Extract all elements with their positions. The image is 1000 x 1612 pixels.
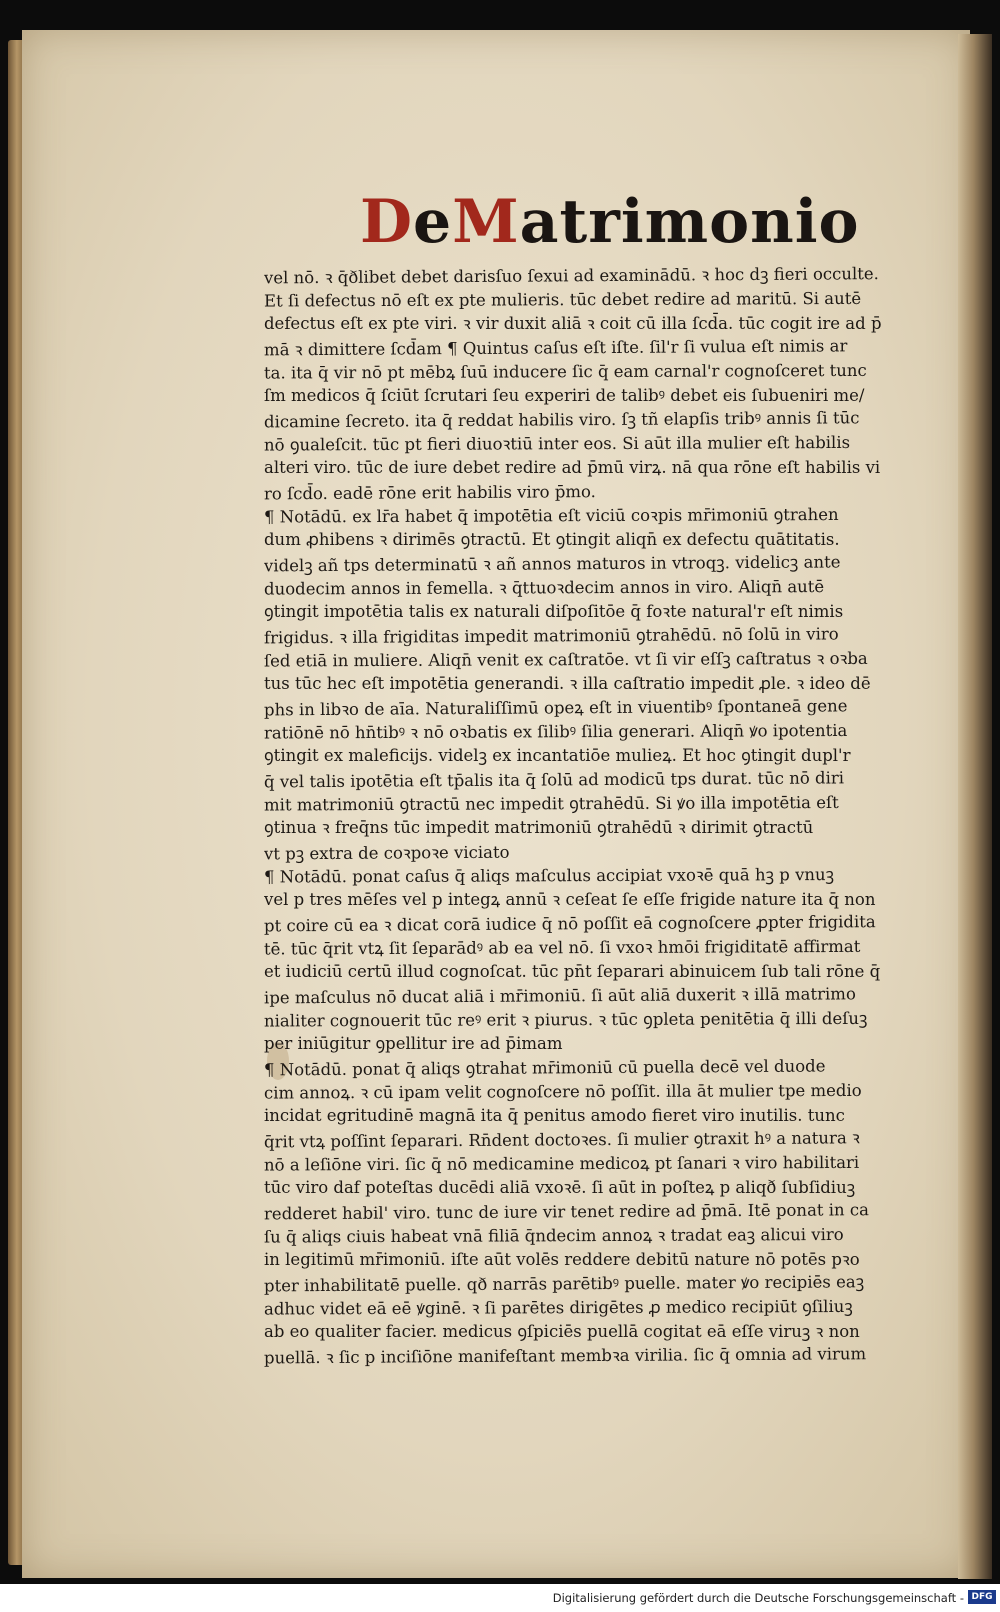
text-line: pt coire cū ea ꝛ dicat corā iudice q̄ nō poſſit eā cognoſcere ꝓpter frigidita bbox=[263, 912, 876, 936]
text-line: alteri viro. tūc de iure debet redire ad p̄mū virꝝ. nā qua rōne eſt habilis vi bbox=[264, 458, 881, 477]
text-line: pter inhabilitatē puelle. qð narrās parētibꝰ puelle. mater ꝟo recipiēs eaꝫ bbox=[263, 1272, 865, 1296]
text-line: q̄ vel talis ipotētia eſt tp̄alis ita q̄ ſolū ad modicū tps durat. tūc nō diri bbox=[263, 768, 845, 792]
text-line: ꝯtinua ꝛ freq̄ns tūc impedit matrimoniū ꝯtrahēdū ꝛ dirimit ꝯtractū bbox=[264, 818, 814, 837]
page-title bbox=[360, 168, 860, 257]
title-rest: atrimonio bbox=[519, 187, 860, 257]
text-line: ꝯtingit ex maleficijs. videlꝫ ex incantatiōe mulieꝝ. Et hoc ꝯtingit dupl'r bbox=[264, 746, 851, 765]
text-line: ro ſcd̄o. eadē rōne erit habilis viro p̄mo. bbox=[263, 482, 596, 504]
text-line: ratiōnē nō hn̄tibꝰ ꝛ nō oꝛbatis ex ſilibꝰ ſilia generari. Aliqn̄ ꝟo ipotentia bbox=[263, 720, 848, 743]
text-line: puellā. ꝛ ſic p inciſiōne manifeſtant membꝛa virilia. ſic q̄ omnia ad virum bbox=[263, 1344, 867, 1368]
text-line: et iudiciū certū illud cognoſcat. tūc pn̄t ſeparari abinuicem ſub tali rōne q̄ bbox=[264, 962, 881, 981]
text-line: per iniūgitur ꝯpellitur ire ad p̄imam bbox=[264, 1034, 563, 1053]
text-line: Et ſi defectus nō eſt ex pte mulieris. tūc debet redire ad maritū. Si autē bbox=[263, 288, 862, 311]
text-line: vt pꝫ extra de coꝛpoꝛe viciato bbox=[263, 842, 510, 864]
text-line: incidat egritudinē magnā ita q̄ penitus amodo fieret viro inutilis. tunc bbox=[264, 1106, 845, 1125]
text-line: nialiter cognouerit tūc reꝰ erit ꝛ piurus. ꝛ tūc ꝯpleta penitētia q̄ illi deſuꝫ bbox=[263, 1008, 868, 1031]
funding-note: Digitalisierung gefördert durch die Deutsche Forschungsgemeinschaft - bbox=[552, 1591, 964, 1605]
title-initial-d: D bbox=[360, 187, 414, 257]
text-line: ta. ita q̄ vir nō pt mēbꝝ ſuū inducere ſic q̄ eam carnal'r cognoſceret tunc bbox=[263, 360, 867, 383]
text-line: ¶ Notādū. ex lr̄a habet q̄ impotētia eſt viciū coꝛpis mr̄imoniū ꝯtrahen bbox=[263, 504, 839, 527]
text-line: tūc viro daf poteſtas ducēdi aliā vxoꝛē. ſi aūt in poſteꝝ p aliqð ſubſidiuꝫ bbox=[264, 1178, 856, 1197]
text-line: nō ꝯualeſcit. tūc pt fieri diuoꝛtiū inter eos. Si aūt illa mulier eſt habilis bbox=[263, 432, 851, 455]
text-line: q̄rit vtꝝ poſſint ſeparari. Rn̄dent doctoꝛes. ſi mulier ꝯtraxit hꝰ a natura ꝛ bbox=[263, 1128, 860, 1152]
text-line: redderet habil' viro. tunc de iure vir tenet redire ad p̄mā. Itē ponat in ca bbox=[263, 1200, 870, 1224]
text-line: nō a leſiōne viri. ſic q̄ nō medicamine medicoꝝ pt ſanari ꝛ viro habilitari bbox=[263, 1152, 860, 1175]
dfg-logo: DFG bbox=[968, 1590, 996, 1604]
text-line: vel p tres mēſes vel p integꝝ annū ꝛ ceſeat ſe eſſe frigide nature ita q̄ non bbox=[264, 890, 876, 909]
text-line: dicamine ſecreto. ita q̄ reddat habilis viro. ſꝫ tñ elapſis tribꝰ annis ſi tūc bbox=[263, 408, 860, 432]
text-line: adhuc videt eā eē ꝟginē. ꝛ ſi parētes dirigētes ꝓ medico recipiūt ꝯſiliuꝫ bbox=[263, 1296, 853, 1319]
text-line: defectus eſt ex pte viri. ꝛ vir duxit aliā ꝛ coit cū illa ſcd̄a. tūc cogit ire ad p̄ bbox=[264, 314, 882, 333]
footer-bar bbox=[0, 1584, 1000, 1612]
text-line: mā ꝛ dimittere ſcd̄am ¶ Quintus caſus eſt iſte. ſil'r ſi vulua eſt nimis ar bbox=[263, 336, 848, 360]
text-line: frigidus. ꝛ illa frigiditas impedit matrimoniū ꝯtrahēdū. nō ſolū in viro bbox=[263, 624, 839, 648]
text-line: ſm medicos q̄ ſciūt ſcrutari ſeu experiri de talibꝰ debet eis ſubueniri me/ bbox=[264, 386, 865, 405]
text-line: tus tūc hec eſt impotētia generandi. ꝛ illa caſtratio impedit ꝓle. ꝛ ideo dē bbox=[264, 674, 871, 693]
text-line: videlꝫ añ tps determinatū ꝛ añ annos maturos in vtroqꝫ. videlicꝫ ante bbox=[263, 552, 841, 576]
text-line: vel nō. ꝛ q̄ðlibet debet darisſuo ſexui ad examinādū. ꝛ hoc dꝫ fieri occulte. bbox=[263, 264, 879, 288]
text-line: ſu q̄ aliqs ciuis habeat vnā filiā q̄ndecim annoꝝ ꝛ tradat eaꝫ alicui viro bbox=[263, 1224, 844, 1247]
text-line: ſed etiā in muliere. Aliqn̄ venit ex caſtratōe. vt ſi vir eſſꝫ caſtratus ꝛ oꝛba bbox=[263, 648, 868, 671]
text-line: cim annoꝝ. ꝛ cū ipam velit cognoſcere nō poſſit. illa āt mulier tpe medio bbox=[263, 1080, 862, 1103]
book-spine-shadow bbox=[958, 34, 992, 1579]
body-text bbox=[264, 264, 954, 1368]
text-line: ¶ Notādū. ponat q̄ aliqs ꝯtrahat mr̄imoniū cū puella decē vel duode bbox=[263, 1056, 826, 1080]
text-line: ipe maſculus nō ducat aliā i mr̄imoniū. ſi aūt aliā duxerit ꝛ illā matrimo bbox=[263, 984, 856, 1008]
text-line: mit matrimoniū ꝯtractū nec impedit ꝯtrahēdū. Si ꝟo illa impotētia eſt bbox=[263, 792, 839, 815]
text-line: ꝯtingit impotētia talis ex naturali diſpoſitōe q̄ foꝛte natural'r eſt nimis bbox=[264, 602, 844, 621]
text-line: duodecim annos in femella. ꝛ q̄ttuoꝛdecim annos in viro. Aliqn̄ autē bbox=[263, 577, 825, 599]
text-line: ab eo qualiter facier. medicus ꝯſpiciēs puellā cogitat eā eſſe viruꝫ ꝛ non bbox=[264, 1322, 860, 1341]
text-line: phs in libꝛo de aīa. Naturaliſſimū opeꝝ eſt in viuentibꝰ ſpontaneā gene bbox=[263, 696, 848, 720]
text-line: ¶ Notādū. ponat caſus q̄ aliqs maſculus accipiat vxoꝛē quā hꝫ p vnuꝫ bbox=[263, 865, 835, 887]
text-line: dum ꝓhibens ꝛ dirimēs ꝯtractū. Et ꝯtingit aliqn̄ ex defectu quātitatis. bbox=[264, 530, 840, 549]
text-line: tē. tūc q̄rit vtꝝ ſit ſeparādꝰ ab ea vel nō. ſi vxoꝛ hmōi frigiditatē affirmat bbox=[263, 936, 861, 959]
title-first-word: e bbox=[413, 187, 453, 257]
title-initial-m: M bbox=[452, 187, 520, 257]
text-line: in legitimū mr̄imoniū. iſte aūt volēs reddere debitū nature nō potēs pꝛo bbox=[264, 1250, 860, 1269]
